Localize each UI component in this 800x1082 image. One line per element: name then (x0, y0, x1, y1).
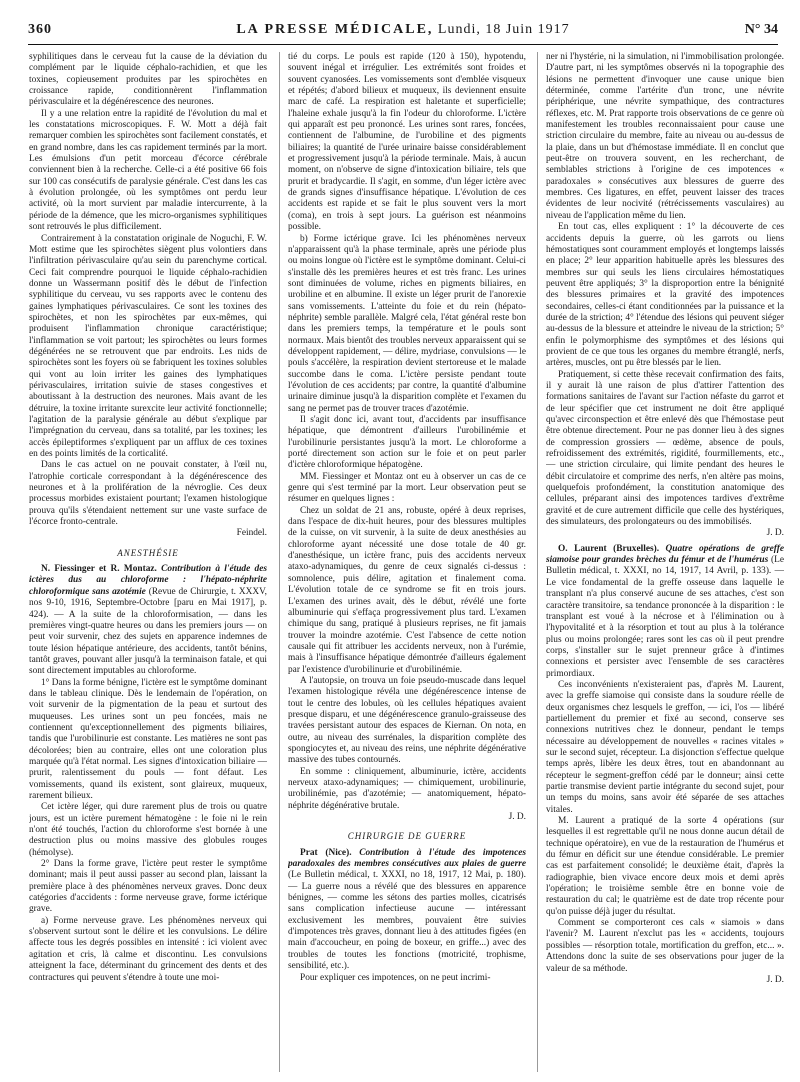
review-title: Contribution à l'étude des ictères dus au chloroforme : l'hépato-néphrite chloroformique sans azotémie (29, 564, 267, 597)
review-author: Prat (Nice). (300, 847, 352, 858)
review-title: Contribution à l'étude des impotences paradoxales des membres consécutives aux plaies de guerre (288, 847, 526, 870)
paragraph: M. Laurent a pratiqué de la sorte 4 opérations (sur lesquelles il est regrettable qu'il ne nous donne aucun détail de technique opératoire), en vue de la restauration de l'humérus et du fémur en déficit sur une étendue considérable. Le premier cas est parfaitement consolidé; le deuxième était, d'après la radiographie, bien vivace encore deux mois et demi après l'opération; le troisième semble être en bonne voie de restauration du cal; le quatrième est de date trop récente pour qu'on puisse déjà juger du résultat. (546, 816, 784, 917)
paragraph: Dans le cas actuel on ne pouvait constater, à l'œil nu, l'atrophie corticale correspondant à la dégénérescence des neurones et à la prolifération de la névroglie. Ces deux processus morbides existaient pourtant; l'examen histologique prouva qu'ils s'étendaient nettement sur une vaste surface de l'écorce fronto-centrale. (29, 460, 267, 528)
review-source: (Le Bulletin médical, t. XXXI, no 18, 1917, 12 Mai, p. 180). — La guerre nous a révélé que des blessures en apparence bénignes, — comme les sétons des parties molles, cicatrisés sans complication infectieuse aucune — intéressant exclusivement les membres, pouvaient être suivies d'impotences très graves, donnant lieu à des attitudes figées (en main d'accoucheur, en poing de boxeur, en griffe...) avec des troubles de toutes les fonctions (motricité, trophisme, sensibilité, etc.). (288, 870, 526, 972)
paragraph: MM. Fiessinger et Montaz ont eu à observer un cas de ce genre qui s'est terminé par la mort. Leur observation peut se résumer en quelques lignes : (288, 471, 526, 505)
paragraph: Pour expliquer ces impotences, on ne peut incrimi- (300, 972, 491, 983)
signature: Feindel. (236, 528, 267, 539)
issue-date: Lundi, 18 Juin 1917 (437, 22, 570, 37)
column-rule (537, 52, 538, 1072)
paragraph: 1° Dans la forme bénigne, l'ictère est le symptôme dominant dans le tableau clinique. Dès le lendemain de l'opération, on voit survenir de la pigmentation de la peau et surtout des muqueuses. Les urines sont un peu foncées, mais ne contiennent qu'exceptionnellement des pigments biliaires, tandis que l'urobilinurie est constante. Les matières ne sont pas décolorées; bien au contraire, elles ont une coloration plus marquée qu'à l'état normal. Les signes d'intoxication biliaire — prurit, ralentissement du pouls — font défaut. Les vomissements, quand ils existent, sont glaireux, muqueux, rarement bilieux. (29, 677, 267, 801)
paragraph: Pratiquement, si cette thèse recevait confirmation des faits, il y aurait là une raison de plus d'attirer l'attention des formations sanitaires de l'avant sur l'action néfaste du garrot et de leur spécifier que cet instrument ne doit être appliqué qu'avec circonspection et être enlevé dès que l'hémostase peut être obtenue directement. Pour ne pas donner lieu à des signes de compression grossiers — œdème, absence de pouls, refroidissement des extrémités, rigidité, fourmillements, etc., — une striction circulaire, qui limite pendant des heures le débit circulatoire et comprime des nerfs, n'en altère pas moins, quelquefois profondément, la constitution anatomique des cellules, préparant ainsi des impotences tardives d'extrême gravité et de cure autrement difficile que celle des hystériques, des simulateurs, des prolongateurs ou des immobilisés. (546, 369, 784, 528)
paragraph: Ces inconvénients n'existeraient pas, d'après M. Laurent, avec la greffe siamoise qui consiste dans la soudure réelle de deux organismes chez lesquels le greffon, — ici, l'os — libéré partiellement du premier et fixé au second, conserve ses connexions nutritives chez le donneur, pendant le temps nécessaire au développement de nouvelles « racines vitales » sur le second sujet, récepteur. La disjonction s'effectue quelque temps après, libère les deux êtres, tout en abandonnant au récepteur le segment-greffon cédé par le donneur; ainsi cette partie transmise devient partie intégrante du second sujet, pour un temps du moins, sans avoir été séparée de ses attaches vitales. (546, 679, 784, 815)
section-heading: ANESTHÉSIE (117, 547, 179, 558)
paragraph: tié du corps. Le pouls est rapide (120 à 150), hypotendu, souvent inégal et irrégulier. Les extrémités sont froides et souvent cyanosées. Les vomissements sont d'emblée visqueux et répétés; d'abord bilieux et muqueux, ils deviennent ensuite marc de café. La respiration est haletante et superficielle; l'haleine exhale jusqu'à la fin l'odeur du chloroforme. L'ictère qui apparaît est peu prononcé. Les urines sont rares, foncées, contiennent de l'albumine, de l'urobiline et des pigments biliaires; la quantité de l'urée urinaire baisse considérablement et progressivement jusqu'à la période terminale. Mais, à aucun moment, on n'observe de signe d'intoxication biliaire, tels que prurit et bradycardie. Il s'agit, en somme, d'un léger ictère avec de grands signes d'insuffisance hépatique. L'évolution de ces accidents est rapide et se fait le plus souvent vers la mort (coma), en trois à sept jours. La guérison est néanmoins possible. (288, 52, 526, 233)
paragraph: a) Forme nerveuse grave. Les phénomènes nerveux qui s'observent surtout sont le délire et les convulsions. Le délire affecte tous les degrés possibles en intensité : ici violent avec agitation et cris, là calme et discontinu. Les convulsions atteignent la face, déterminant du grincement des dents et des contractures qui peuvent s'étendre à toute une moi- (29, 915, 267, 983)
paragraph: Contrairement à la constatation originale de Noguchi, F. W. Mott estime que les spirochètes siègent plus volontiers dans l'infiltration périvasculaire qu'au sein du parenchyme cortical. Ceci fait comprendre pourquoi le liquide céphalo-rachidien donne un Wassermann positif dès le début de l'infection syphilitique du cerveau, vu ses rapports avec le contenu des gaines lymphatiques périvasculaires. Ce sont les toxines des spirochètes, et non les spirochètes par eux-mêmes, qui produisent l'inflammation chronique caractéristique; l'inflammation se voit partout; les spirochètes ou leurs formes dégénérées ne se retrouvent que par endroits. Les nids de spirochètes sont les foyers où se fabriquent les toxines solubles qui vont au loin irriter les gaines des lymphatiques périvasculaires, irritation suivie de stases congestives et aboutissant à la destruction des neurones. Mais avant de les détruire, la toxine irritante surexcite leur activité fonctionnelle; l'agitation de la paralysie générale au début s'explique par l'imprégnation du cerveau, dans sa totalité, par les toxines; les accès épileptiformes s'expliquent par un afflux de ces toxines en des points limités de la corticalité. (29, 233, 267, 460)
signature: J. D. (766, 528, 784, 539)
paragraph: Il s'agit donc ici, avant tout, d'accidents par insuffisance hépatique, que démontrent d'ailleurs l'urobilinémie et l'urobilinurie persistantes jusqu'à la mort. Le chloroforme a porté directement son action sur le foie et on peut parler d'ictère chloroformique hépatogène. (288, 415, 526, 471)
paragraph: En somme : cliniquement, albuminurie, ictère, accidents nerveux ataxo-adynamiques; — chimiquement, urobilinurie, urobilinémie, pas d'azotémie; — anatomiquement, hépato-néphrite dégénérative brutale. (288, 766, 526, 811)
paragraph: ner ni l'hystérie, ni la simulation, ni l'immobilisation prolongée. D'autre part, ni les symptômes observés ni la topographie des lésions ne permettent d'invoquer une cause unique bien déterminée, comme l'artérite d'un tronc, une névrite périphérique, une névrite sympathique, des contractures réflexes, etc. M. Prat rapporte trois observations de ce genre où manifestement les troubles reconnaissaient pour cause une striction circulaire du membre, faite au niveau ou au-dessus de la plaie, dans un but d'hémostase immédiate. Il en conclut que peut-être on trouvera souvent, en les recherchant, de semblables strictions à l'origine de ces impotences « paradoxales » consécutives aux blessures de guerre des membres. Ces ligatures, en effet, peuvent laisser des traces évidentes de leur nocivité (rétrécissements vasculaires) au niveau de l'application même du lien. (546, 52, 784, 221)
issue-number: N° 34 (744, 22, 778, 37)
review-title: Quatre opérations de greffe siamoise pour grandes brèches du fémur et de l'humérus (546, 543, 784, 566)
paragraph: Comment se comporteront ces cals « siamois » dans l'avenir? M. Laurent n'exclut pas les « accidents, toujours possibles — résorption totale, mortification du greffon, etc... ». Attendons donc la suite de ses observations pour juger de la valeur de sa méthode. (546, 918, 784, 974)
page-number: 360 (28, 22, 52, 37)
journal-name: LA PRESSE MÉDICALE, (236, 22, 434, 37)
paragraph: syphilitiques dans le cerveau fut la cause de la déviation du complément par le liquide céphalo-rachidien, et que les toxines, copieusement produites par les spirochètes en croissance rapide, conditionnèrent l'inflammation périvasculaire et la dégénérescence des neurones. (29, 52, 267, 108)
review-source: (Revue de Chirurgie, t. XXXV, nos 9-10, 1916, Septembre-Octobre [paru en Mai 1917], p. 424). — A la suite de la chloroformisation, — dans les premières vingt-quatre heures ou dans les premiers jours — on peut voir survenir, chez des sujets en apparence indemnes de toute lésion hépatique antérieure, des accidents, tantôt bénins, tantôt graves, pouvant aller jusqu'à la terminaison fatale, et qui sont directement imputables au chloroforme. (29, 586, 267, 677)
section-heading: CHIRURGIE DE GUERRE (347, 831, 467, 842)
running-title (28, 22, 778, 38)
review-entry (546, 544, 784, 680)
review-source: (Le Bulletin médical, t. XXXI, no 14, 1917, 14 Avril, p. 133). — Le vice fondamental de la greffe osseuse dans laquelle le transplant n'a plus conservé aucune de ses attaches, c'est son caractère transitoire, sa tendance prononcée à la disparition : le transplant est voué à la nécrose et à l'élimination ou à l'hypovitalité et à la résorption et tout au plus à la tolérance plus ou moins prolongée; rares sont les cas où il peut prendre corps, s'installer sur le sujet prenneur grâce à d'intimes connexions et persister avec l'ensemble de ses caractères primordiaux. (546, 555, 784, 679)
paragraph: Chez un soldat de 21 ans, robuste, opéré à deux reprises, dans l'espace de dix-huit heures, pour des blessures multiples de la cuisse, on vit survenir, à la suite de deux anesthésies au chloroforme ayant nécessité une dose totale de 40 gr. d'anesthésique, un ictère franc, puis des accidents nerveux ataxo-adynamiques, du genre de ceux signalés ci-dessus : somnolence, puis délire, agitation et finalement coma. L'évolution totale de ce syndrome se fit en trois jours. L'examen des urines avait, dès le début, révélé une forte albuminurie qui s'effaça progressivement plus tard. L'examen chimique du sang, pratiqué à plusieurs reprises, ne fit jamais trouver la moindre azotémie. C'est l'absence de cette notion causale qui fit attribuer les accidents nerveux, non à l'urémie, mais à l'insuffisance hépatique démontrée d'ailleurs également par l'existence d'urobilinurie et d'urobilinémie. (288, 505, 526, 675)
signature: J. D. (508, 812, 526, 823)
review-author: N. Fiessinger et R. Montaz. (41, 564, 157, 575)
review-entry (288, 848, 526, 973)
paragraph: A l'autopsie, on trouva un foie pseudo-muscade dans lequel l'examen histologique révéla une dégénérescence intense de tout le centre des lobules, où les cellules hépatiques avaient presque disparu, et une dégénérescence granulo-graisseuse des travées persistant autour des espaces de Kiernan. On nota, en outre, au niveau des surrénales, la disparition complète des spongiocytes et, au niveau des reins, une néphrite dégénérative massive des tubes contournés. (288, 675, 526, 766)
signature: J. D. (766, 974, 784, 985)
paragraph: Cet ictère léger, qui dure rarement plus de trois ou quatre jours, est un ictère purement hématogène : le foie ni le rein n'ont été touchés, l'action du chloroforme s'est bornée à une destruction plus ou moins massive des globules rouges (hémolyse). (29, 802, 267, 858)
paragraph: Il y a une relation entre la rapidité de l'évolution du mal et les constatations microscopiques. F. W. Mott a déjà fait remarquer combien les spirochètes sont facilement constatés, et en grand nombre, dans les cas rapidement terminés par la mort. Les émulsions d'un petit morceau d'écorce cérébrale conviennent bien à la recherche. Celle-ci a été positive 66 fois sur 100 cas consécutifs de paralysie générale. C'est dans les cas à évolution prolongée, où les symptômes ont perdu leur activité, où la mort survient par maladie intercurrente, à la période de la démence, que les micro-organismes syphilitiques sont retrouvés le plus difficilement. (29, 108, 267, 233)
page-header (28, 22, 778, 45)
review-entry (29, 564, 267, 677)
column-1 (29, 52, 267, 1074)
column-rule (279, 52, 280, 1072)
column-3 (546, 52, 784, 1074)
paragraph: 2° Dans la forme grave, l'ictère peut rester le symptôme dominant; mais il peut aussi passer au second plan, laissant la première place à des phénomènes nerveux graves. Donc deux catégories d'accidents : forme nerveuse grave, forme ictérique grave. (29, 859, 267, 915)
review-author: O. Laurent (Bruxelles). (558, 543, 660, 554)
paragraph: b) Forme ictérique grave. Ici les phénomènes nerveux n'apparaissent qu'à la phase terminale, après une période plus ou moins longue où l'ictère est le symptôme dominant. Celui-ci s'installe dès les premières heures et est très franc. Les urines sont diminuées de volume, riches en pigments biliaires, en urobiline et en albumine. Il existe un léger prurit de l'anorexie sans vomissements. L'atteinte du foie et du rein (hépato-néphrite) semble parallèle. Malgré cela, l'état général reste bon dans les premiers temps, la température et le pouls sont normaux. Mais bientôt des troubles nerveux apparaissent qui se développent rapidement, — délire, mydriase, convulsions — le pouls s'accélère, la respiration devient stertoreuse et le malade succombe dans le coma. L'ictère persiste pendant toute l'évolution de ces accidents; par contre, la quantité d'albumine urinaire diminue jusqu'à la disparition complète et l'examen du sang ne permet pas de trouver traces d'azotémie. (288, 233, 526, 414)
paragraph: En tout cas, elles expliquent : 1° la découverte de ces accidents depuis la guerre, où les garrots ou liens hémostatiques sont couramment employés et longtemps laissés en place; 2° leur apparition habituelle après les blessures des membres sur qui seuls les liens circulaires hémostatiques peuvent être appliqués; 3° la disproportion entre la bénignité des blessures primaires et la gravité des impotences secondaires, celles-ci étant conditionnées par la puissance et la durée de la striction; 4° l'étendue des lésions qui peuvent siéger au-dessus de la blessure et atteindre le niveau de la striction; 5° enfin le polymorphisme des symptômes et des lésions qui provient de ce que tous les organes du membre étranglé, nerfs, artères, muscles, ont pu être blessés par le lien. (546, 222, 784, 369)
column-2 (288, 52, 526, 1074)
